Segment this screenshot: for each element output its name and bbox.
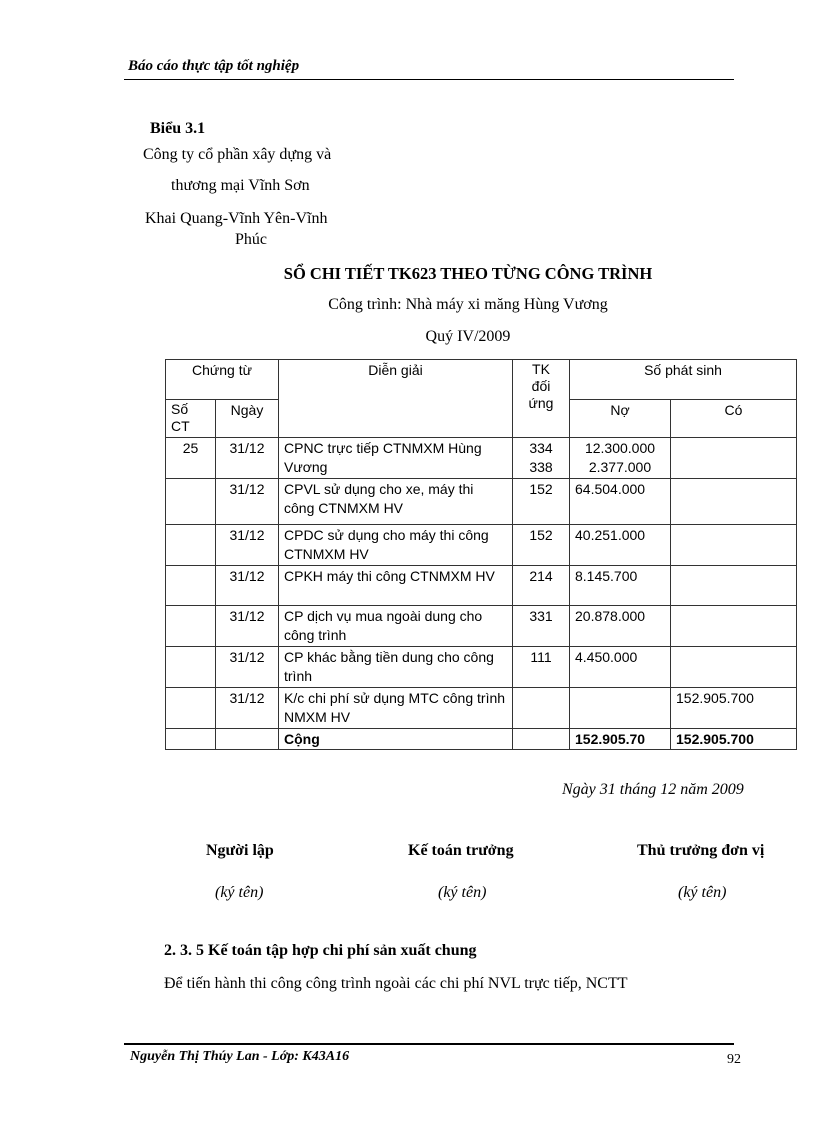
cell-debit: 20.878.000	[570, 606, 671, 647]
ledger-period: Quý IV/2009	[425, 328, 511, 345]
cell-debit: 4.450.000	[570, 647, 671, 688]
footer-rule	[124, 1043, 734, 1045]
cell-credit	[671, 647, 797, 688]
cell-description: K/c chi phí sử dụng MTC công trình NMXM HV	[279, 688, 513, 729]
cell-voucher-no	[166, 606, 216, 647]
header-rule	[124, 79, 734, 80]
cell-date: 31/12	[216, 688, 279, 729]
cell-account: 152	[513, 479, 570, 525]
cell-credit	[671, 525, 797, 566]
cell-credit	[671, 438, 797, 479]
cell-account: 214	[513, 566, 570, 606]
header-credit: Có	[671, 400, 797, 438]
company-name-line-1: Công ty cổ phần xây dựng và	[143, 146, 332, 163]
header-voucher: Chứng từ	[166, 360, 279, 400]
cell-date: 31/12	[216, 606, 279, 647]
cell-debit	[570, 688, 671, 729]
cell-description: CPKH máy thi công CTNMXM HV	[279, 566, 513, 606]
cell-description: CPVL sử dụng cho xe, máy thi công CTNMXM HV	[279, 479, 513, 525]
signature-note-chief-accountant: (ký tên)	[438, 884, 487, 901]
table-row	[166, 566, 797, 606]
body-paragraph: Để tiến hành thi công công trình ngoài các chi phí NVL trực tiếp, NCTT	[164, 975, 628, 992]
ledger-title: SỔ CHI TIẾT TK623 THEO TỪNG CÔNG TRÌNH	[283, 264, 653, 283]
form-label: Biểu 3.1	[150, 120, 206, 137]
page-header-title: Báo cáo thực tập tốt nghiệp	[128, 58, 300, 74]
cell-description: CP dịch vụ mua ngoài dung cho công trình	[279, 606, 513, 647]
cell-debit: 8.145.700	[570, 566, 671, 606]
ledger-table	[165, 359, 797, 750]
signature-note-preparer: (ký tên)	[215, 884, 264, 901]
ledger-subtitle: Công trình: Nhà máy xi măng Hùng Vương	[328, 296, 608, 313]
table-row	[166, 606, 797, 647]
cell-date: 31/12	[216, 525, 279, 566]
cell-description: CPNC trực tiếp CTNMXM Hùng Vương	[279, 438, 513, 479]
cell-voucher-no	[166, 479, 216, 525]
cell-account	[513, 688, 570, 729]
table-row	[166, 438, 797, 479]
signature-title-head: Thủ trưởng đơn vị	[637, 842, 765, 859]
totals-row	[166, 729, 797, 750]
header-account: TK đối ứng	[513, 360, 570, 438]
cell-account: 152	[513, 525, 570, 566]
cell-voucher-no: 25	[166, 438, 216, 479]
table-row	[166, 688, 797, 729]
header-description: Diễn giải	[279, 360, 513, 438]
cell-credit	[671, 566, 797, 606]
company-address-line-1: Khai Quang-Vĩnh Yên-Vĩnh	[145, 210, 328, 227]
header-debit: Nợ	[570, 400, 671, 438]
cell-date: 31/12	[216, 438, 279, 479]
cell-debit: 64.504.000	[570, 479, 671, 525]
date-line: Ngày 31 tháng 12 năm 2009	[562, 781, 744, 798]
cell-debit: 40.251.000	[570, 525, 671, 566]
cell-voucher-no	[166, 688, 216, 729]
total-debit: 152.905.70	[570, 729, 671, 750]
cell-date: 31/12	[216, 566, 279, 606]
cell-credit	[671, 606, 797, 647]
cell-credit: 152.905.700	[671, 688, 797, 729]
table-row	[166, 479, 797, 525]
cell-voucher-no	[166, 525, 216, 566]
table-row	[166, 525, 797, 566]
total-label: Cộng	[279, 729, 513, 750]
cell-description: CPDC sử dụng cho máy thi công CTNMXM HV	[279, 525, 513, 566]
signature-title-preparer: Người lập	[206, 842, 274, 859]
header-amount: Số phát sinh	[570, 360, 797, 400]
footer-author: Nguyễn Thị Thúy Lan - Lớp: K43A16	[130, 1049, 350, 1064]
page-number: 92	[727, 1052, 741, 1067]
table-row	[166, 647, 797, 688]
cell-description: CP khác bằng tiền dung cho công trình	[279, 647, 513, 688]
cell-account: 331	[513, 606, 570, 647]
cell-account: 334 338	[513, 438, 570, 479]
signature-note-head: (ký tên)	[678, 884, 727, 901]
header-voucher-no: Số CT	[166, 400, 216, 438]
cell-date: 31/12	[216, 479, 279, 525]
cell-debit: 12.300.000 2.377.000	[570, 438, 671, 479]
cell-account: 111	[513, 647, 570, 688]
cell-voucher-no	[166, 566, 216, 606]
cell-date: 31/12	[216, 647, 279, 688]
total-credit: 152.905.700	[671, 729, 797, 750]
cell-credit	[671, 479, 797, 525]
company-name-line-2: thương mại Vĩnh Sơn	[171, 177, 310, 194]
cell-voucher-no	[166, 647, 216, 688]
header-date: Ngày	[216, 400, 279, 438]
signature-title-chief-accountant: Kế toán trưởng	[408, 842, 514, 859]
section-heading: 2. 3. 5 Kế toán tập hợp chi phí sản xuất chung	[164, 942, 477, 959]
company-address-line-2: Phúc	[235, 231, 267, 248]
